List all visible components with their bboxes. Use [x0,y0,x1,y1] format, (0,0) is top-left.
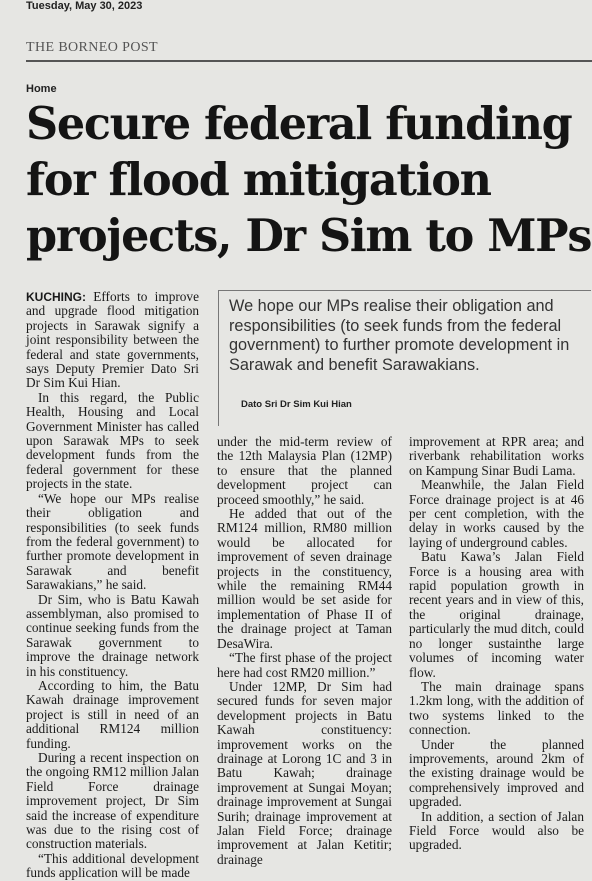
paragraph: According to him, the Batu Kawah drainage improvement project is still in need of an additional RM124 million funding. [26,677,199,751]
paragraph: under the mid-term review of the 12th Malaysia Plan (12MP) to ensure that the planned development project can proceed smoothly,” he said. [217,434,392,507]
pull-quote-attribution: Dato Sri Dr Sim Kui Hian [241,399,352,410]
article-column-3 [409,435,584,853]
paragraph: “The first phase of the project here had cost RM20 million.” [217,650,392,680]
article-column-1 [26,290,199,881]
paragraph: Under the planned improvements, around 2km of the existing drainage would be comprehensively improved and upgraded. [409,736,584,810]
section-label: Home [26,83,57,95]
paragraph: During a recent inspection on the ongoing RM12 million Jalan Field Force drainage improvement project, Dr Sim said the increase of expenditure was due to the rising cost of construction materials. [26,750,199,852]
paragraph: In this regard, the Public Health, Housing and Local Government Minister has called upon Sarawak MPs to seek development funds from the federal government for these projects in the state. [26,389,199,492]
headline-line-3: projects, Dr Sim to MPs [26,210,592,262]
paragraph: In addition, a section of Jalan Field Force would also be upgraded. [409,808,584,853]
paragraph: The main drainage spans 1.2km long, with the addition of two systems linked to the connection. [409,678,584,738]
paragraph: He added that out of the RM124 million, RM80 million would be allocated for improvement of seven drainage projects in the constituency, while the remaining RM44 million would be set aside for implementation of Phase II of the drainage project at Taman DesaWira. [217,506,392,651]
pull-quote [218,290,591,426]
pull-quote-text: We hope our MPs realise their obligation and responsibilities (to seek funds from the federal government) to further promote development in Sarawak and benefit Sarawakians. [229,297,570,374]
masthead-rule [26,60,592,62]
paragraph [26,290,199,391]
paragraph: “We hope our MPs realise their obligation and responsibilities (to seek funds from the federal government) to further promote development in Sarawak and benefit Sarawakians,” he said. [26,490,199,593]
publication-date: Tuesday, May 30, 2023 [26,0,143,12]
dateline: KUCHING: [26,290,86,304]
paragraph: improvement at RPR area; and riverbank rehabilitation works on Kampung Sinar Budi Lama. [409,434,584,478]
paragraph: “This additional development funds application will be made [26,850,199,881]
paragraph-text: Efforts to improve and upgrade flood mitigation projects in Sarawak signify a joint responsibility between the federal and state governments, says Deputy Premier Dato Sri Dr Sim Kui Hian. [26,289,199,391]
paragraph: Dr Sim, who is Batu Kawah assemblyman, also promised to continue seeking funds from the Sarawak government to improve the drainage network in his constituency. [26,591,199,679]
headline [26,96,592,264]
article-column-2 [217,435,392,867]
paragraph: Meanwhile, the Jalan Field Force drainage project is at 46 per cent completion, with the delay in works caused by the laying of underground cables. [409,477,584,550]
headline-line-1: Secure federal funding [26,98,572,150]
masthead: THE BORNEO POST [26,40,159,55]
headline-line-2: for flood mitigation [26,154,491,206]
paragraph: Batu Kawa’s Jalan Field Force is a housing area with rapid population growth in recent years and in view of this, the original drainage, particularly the mud ditch, could no longer sustainthe large volumes of incoming water flow. [409,549,584,680]
paragraph: Under 12MP, Dr Sim had secured funds for seven major development projects in Batu Kawah constituency: improvement works on the drainage at Lorong 1C and 3 in Batu Kawah; drainage improvement at Sungai Moyan; drainage improvement at Sungai Surih; drainage improvement at Jalan Field Force; drainage improvement at Jalan Ketitir; drainage [217,678,392,867]
